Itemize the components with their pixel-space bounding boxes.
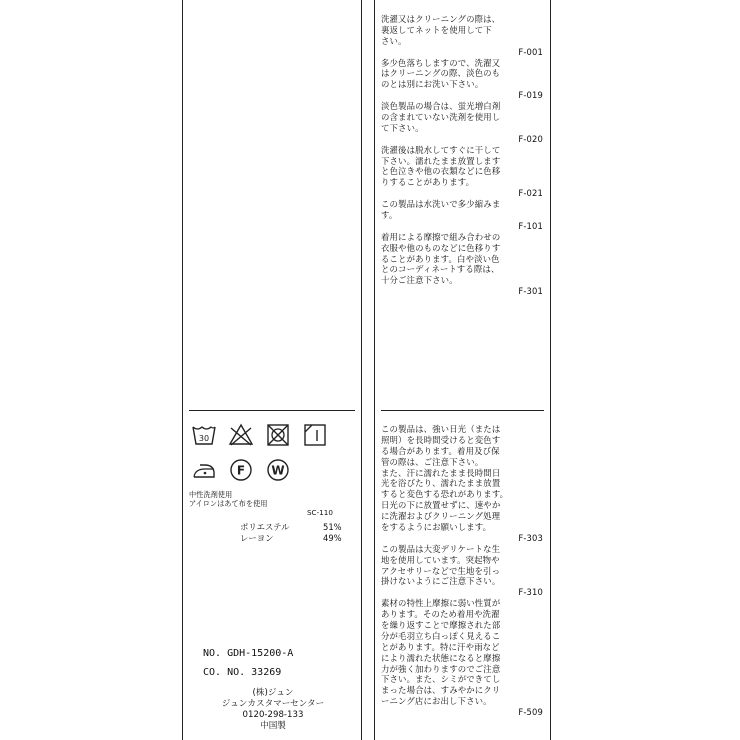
care-symbols-row-2 <box>191 457 291 483</box>
wet-clean-w-icon <box>265 457 291 483</box>
care-note-line: 照明）を長時間受けると変色す <box>381 434 501 445</box>
care-note-line: アクセサリーなどで生地を引っ <box>381 565 501 576</box>
care-note-code: F-303 <box>518 532 543 543</box>
care-note-line: 分が毛羽立ち白っぽく見えるこ <box>381 630 501 641</box>
care-note-line: 洗濯後は脱水してすぐに干して <box>381 144 501 155</box>
care-note-line: の含まれていない洗剤を使用し <box>381 112 501 123</box>
customer-center: ジュンカスタマーセンター <box>221 699 325 709</box>
iron-low-icon <box>191 457 217 483</box>
care-note-line: 力が強く加わりますのでご注意 <box>381 663 501 674</box>
care-note-line: この製品は水洗いで多少縮みま <box>381 199 501 210</box>
care-note-line: まった場合は、すみやかにクリ <box>381 685 501 696</box>
label-divider <box>189 410 355 411</box>
care-note-1: 中性洗剤使用 <box>189 490 233 499</box>
care-note-line: を繰り返すことで摩擦された部 <box>381 620 501 631</box>
care-symbols-row-1 <box>191 422 328 448</box>
care-note-line: 裏返してネットを使用して下 <box>381 24 492 35</box>
care-note-line: とがあります。特に汗や雨など <box>381 641 500 652</box>
care-note-line: さい。 <box>381 35 407 46</box>
care-note-code: F-021 <box>518 188 543 199</box>
co-number: CO. NO. 33269 <box>203 667 282 678</box>
country-of-origin: 中国製 <box>260 721 286 731</box>
care-note-code: F-101 <box>518 220 543 231</box>
care-note-line: により濡れた状態になると摩擦 <box>381 652 501 663</box>
care-note-line: 管の際は、ご注意下さい。 <box>381 456 484 467</box>
line-dry-shade-icon <box>302 422 328 448</box>
label-code: SC-110 <box>307 508 333 517</box>
care-note-line: はクリーニングの際、淡色のも <box>381 68 501 79</box>
care-note-code: F-301 <box>518 286 543 297</box>
care-note-line: この製品は、強い日光（または <box>381 424 501 434</box>
care-note-line: 多少色落ちしますので、洗濯又 <box>381 57 501 68</box>
care-note-line: をするようにお願いします。 <box>381 522 492 533</box>
care-label-left <box>182 0 362 740</box>
composition-material-2: レーヨン <box>240 533 274 543</box>
care-note-line: 日光の下に放置せずに、速やか <box>381 500 501 511</box>
care-note-line: とのコーディネートする際は、 <box>381 264 500 275</box>
care-note-code: F-019 <box>518 90 543 101</box>
composition-material-1: ポリエステル <box>240 522 290 532</box>
dry-clean-letter: F <box>236 463 246 478</box>
care-note-line: ーニング店にお出し下さい。 <box>381 696 492 707</box>
care-note-code: F-020 <box>518 133 543 144</box>
care-note-code: F-001 <box>518 46 543 57</box>
care-note-line: 洗濯又はクリーニングの際は、 <box>381 14 501 24</box>
care-notes-top <box>381 14 543 297</box>
care-note-line: る場合があります。着用及び保 <box>381 445 500 456</box>
dry-clean-f-icon <box>228 457 254 483</box>
label-divider <box>381 410 544 411</box>
care-note-code: F-509 <box>518 707 543 718</box>
wash-temp-text: 30 <box>198 434 210 443</box>
care-note-line: 下さい。濡れたまま放置します <box>381 155 501 166</box>
care-note-line: ることがあります。白や淡い色 <box>381 253 500 264</box>
composition-percent-1: 51% <box>323 522 342 532</box>
care-note-line: 掛けないようにご注意下さい。 <box>381 576 501 587</box>
care-note-line: に洗濯およびクリーニング処理 <box>381 511 501 522</box>
care-note-line: す。 <box>381 210 398 221</box>
care-note-line: 下さい。また、シミができてし <box>381 674 501 685</box>
care-note-line: 十分ご注意下さい。 <box>381 275 458 286</box>
wash-30-icon <box>191 422 217 448</box>
care-note-line: あります。そのため着用や洗濯 <box>381 609 500 620</box>
care-note-line: すると変色する恐れがあります。 <box>381 489 509 500</box>
care-note-line: て下さい。 <box>381 122 424 133</box>
care-note-line: 淡色製品の場合は、蛍光増白剤 <box>381 101 501 112</box>
no-tumble-dry-icon <box>265 422 291 448</box>
no-bleach-icon <box>228 422 254 448</box>
care-note-line: と色泣きや他の衣類などに色移 <box>381 166 501 177</box>
care-note-line: また、汗に濡れたまま長時間日 <box>381 467 501 478</box>
care-note-line: 光を浴びたり、濡れたまま放置 <box>381 478 501 489</box>
care-note-line: 素材の特性上摩擦に弱い性質が <box>381 598 501 609</box>
care-note-line: りすることがあります。 <box>381 177 475 188</box>
care-note-line: 衣服や他のものなどに色移りす <box>381 242 501 253</box>
wet-clean-letter: W <box>271 463 285 478</box>
composition-percent-2: 49% <box>323 533 342 543</box>
phone-number: 0120-298-133 <box>242 710 304 720</box>
care-note-line: のとは別にお洗い下さい。 <box>381 79 484 90</box>
care-notes-bottom <box>381 424 543 718</box>
care-label-right <box>374 0 551 740</box>
product-number: NO. GDH-15200-A <box>203 648 294 659</box>
care-note-code: F-310 <box>518 587 543 598</box>
care-note-line: 着用による摩擦で組み合わせの <box>381 231 501 242</box>
care-note-2: アイロンはあて布を使用 <box>189 499 268 508</box>
care-note-line: 地を使用しています。突起物や <box>381 554 500 565</box>
care-note-line: この製品は大変デリケートな生 <box>381 543 501 554</box>
company-name: (株)ジュン <box>252 688 294 698</box>
